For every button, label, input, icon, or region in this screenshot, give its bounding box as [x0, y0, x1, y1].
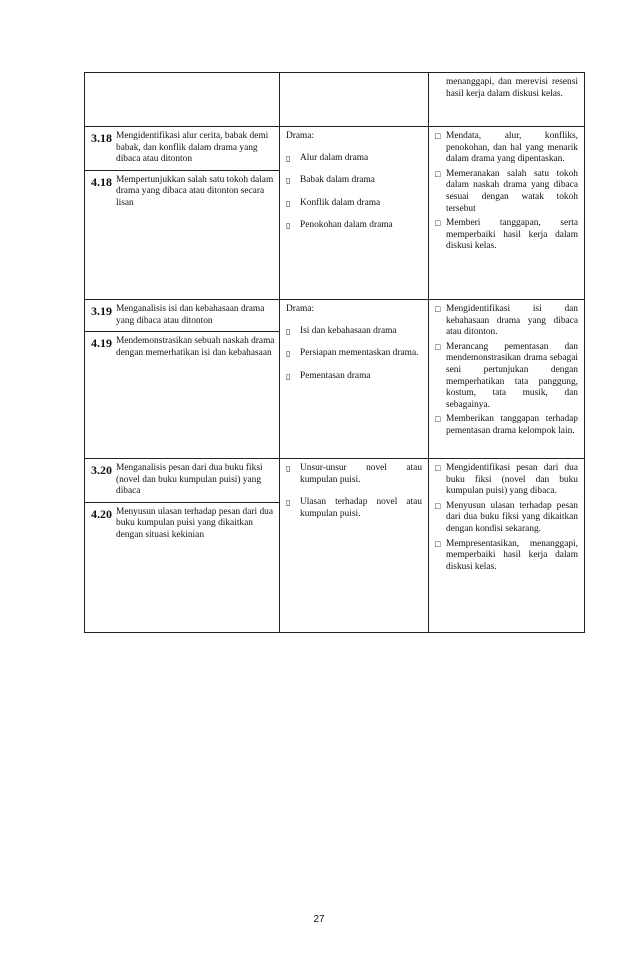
- bullet-icon: ▯: [286, 349, 291, 359]
- bullet-icon: ▯: [286, 221, 291, 231]
- kegiatan-text: Memberikan tanggapan terhadap pementasan drama kelompok lain.: [446, 414, 578, 436]
- table-row: [85, 127, 585, 300]
- checkbox-icon: □: [435, 538, 441, 549]
- kegiatan-item: [435, 501, 578, 536]
- kompetensi-text: Menganalisis isi dan kebahasaan drama yang dibaca atau ditonton: [116, 304, 265, 326]
- kegiatan-cell: [429, 73, 585, 127]
- bullet-icon: ▯: [286, 198, 291, 208]
- materi-item: [286, 371, 422, 383]
- materi-text: Persiapan mementaskan drama.: [300, 348, 419, 359]
- kompetensi-text: Menyusun ulasan terhadap pesan dari dua buku kumpulan puisi yang dikaitkan dengan situasi kekinian: [116, 506, 273, 540]
- kegiatan-text: menanggapi, dan merevisi resensi hasil kerja dalam diskusi kelas.: [446, 77, 578, 99]
- bullet-icon: ▯: [286, 498, 291, 508]
- checkbox-icon: □: [435, 500, 441, 511]
- kegiatan-text: Mendata, alur, konfliks, penokohan, dan hal yang menarik dalam drama yang dipentaskan.: [446, 131, 578, 165]
- materi-item: [286, 198, 422, 210]
- bullet-icon: ▯: [286, 326, 291, 336]
- materi-item: [286, 497, 422, 520]
- materi-text: Babak dalam drama: [300, 175, 375, 186]
- kompetensi-item: [85, 331, 279, 363]
- kompetensi-item: [85, 459, 279, 502]
- kompetensi-dasar-cell: [85, 300, 280, 459]
- kompetensi-item: [85, 170, 279, 214]
- kompetensi-number: 3.18: [91, 131, 112, 145]
- table-row: [85, 459, 585, 633]
- kompetensi-dasar-cell: [85, 73, 280, 127]
- checkbox-icon: □: [435, 414, 441, 425]
- kegiatan-text: Memeranakan salah satu tokoh dalam naskah drama yang dibaca sesuai dengan watak tokoh tersebut: [446, 168, 578, 214]
- kompetensi-item: [85, 502, 279, 546]
- bullet-icon: ▯: [286, 153, 291, 163]
- bullet-icon: ▯: [286, 176, 291, 186]
- kegiatan-item: [435, 342, 578, 412]
- kegiatan-text: Mengidentifikasi pesan dari dua buku fiksi (novel dan buku kumpulan puisi) yang dibaca.: [446, 463, 578, 497]
- kompetensi-text: Mendemonstrasikan sebuah naskah drama dengan memerhatikan isi dan kebahasaan: [116, 336, 275, 358]
- kegiatan-item: [435, 77, 578, 100]
- page-number: 27: [313, 914, 325, 925]
- kompetensi-item: [85, 300, 279, 331]
- materi-cell: [280, 459, 429, 633]
- kompetensi-text: Menganalisis pesan dari dua buku fiksi (novel dan buku kumpulan puisi) yang dibaca: [116, 463, 263, 497]
- kompetensi-number: 3.20: [91, 463, 112, 477]
- materi-cell: [280, 300, 429, 459]
- kompetensi-number: 4.20: [91, 506, 112, 521]
- table-row: [85, 73, 585, 127]
- kompetensi-dasar-cell: [85, 127, 280, 300]
- checkbox-icon: □: [435, 168, 441, 179]
- materi-text: Alur dalam drama: [300, 152, 369, 163]
- kompetensi-number: 3.19: [91, 304, 112, 318]
- materi-item: [286, 175, 422, 187]
- kegiatan-item: [435, 304, 578, 339]
- kegiatan-text: Mempresentasikan, menanggapi, memperbaiki hasil kerja dalam diskusi kelas.: [446, 538, 578, 572]
- materi-heading: Drama:: [286, 304, 315, 314]
- kegiatan-item: [435, 131, 578, 166]
- kegiatan-cell: [429, 127, 585, 300]
- checkbox-icon: □: [435, 304, 441, 314]
- indent-spacer: [435, 77, 446, 100]
- kegiatan-text: Menyusun ulasan terhadap pesan dari dua buku fiksi yang dikaitkan dengan kondisi sekarang.: [446, 500, 578, 534]
- kegiatan-cell: [429, 459, 585, 633]
- kegiatan-item: [435, 463, 578, 498]
- kegiatan-text: Merancang pementasan dan mendemonstrasikan drama sebagai seni pertunjukan dengan memperhatikan tata panggung, kostum, tata musik, dan sebagainya.: [446, 341, 578, 410]
- kompetensi-item: [85, 127, 279, 170]
- kegiatan-item: [435, 218, 578, 253]
- checkbox-icon: □: [435, 341, 441, 352]
- bullet-icon: ▯: [286, 371, 291, 381]
- materi-text: Pementasan drama: [300, 370, 371, 381]
- materi-cell: [280, 73, 429, 127]
- materi-heading: Drama:: [286, 131, 315, 141]
- kegiatan-item: [435, 539, 578, 574]
- checkbox-icon: □: [435, 218, 441, 229]
- bullet-icon: ▯: [286, 464, 291, 473]
- kegiatan-item: [435, 169, 578, 215]
- materi-item: [286, 326, 422, 338]
- materi-text: Konflik dalam drama: [300, 197, 381, 208]
- table-row: [85, 300, 585, 459]
- materi-text: Unsur-unsur novel atau kumpulan puisi.: [300, 463, 422, 485]
- kompetensi-text: Mempertunjukkan salah satu tokoh dalam drama yang dibaca atau ditonton secara lisan: [116, 174, 274, 208]
- materi-item: [286, 153, 422, 165]
- materi-item: [286, 220, 422, 232]
- materi-text: Ulasan terhadap novel atau kumpulan puisi.: [300, 497, 422, 519]
- kompetensi-number: 4.18: [91, 174, 112, 189]
- materi-item: [286, 463, 422, 486]
- materi-text: Penokohan dalam drama: [300, 220, 393, 231]
- kompetensi-text: Mengidentifikasi alur cerita, babak demi babak, dan konflik dalam drama yang dibaca atau ditonton: [116, 131, 269, 165]
- checkbox-icon: □: [435, 463, 441, 473]
- materi-text: Isi dan kebahasaan drama: [300, 325, 397, 336]
- kompetensi-dasar-cell: [85, 459, 280, 633]
- checkbox-icon: □: [435, 131, 441, 141]
- kegiatan-text: Mengidentifikasi isi dan kebahasaan drama yang dibaca atau ditonton.: [446, 304, 578, 338]
- syllabus-table: [84, 72, 585, 633]
- kompetensi-number: 4.19: [91, 336, 112, 351]
- materi-cell: [280, 127, 429, 300]
- kegiatan-item: [435, 414, 578, 437]
- kegiatan-text: Memberi tanggapan, serta memperbaiki hasil kerja dalam diskusi kelas.: [446, 218, 578, 252]
- materi-item: [286, 348, 422, 360]
- kegiatan-cell: [429, 300, 585, 459]
